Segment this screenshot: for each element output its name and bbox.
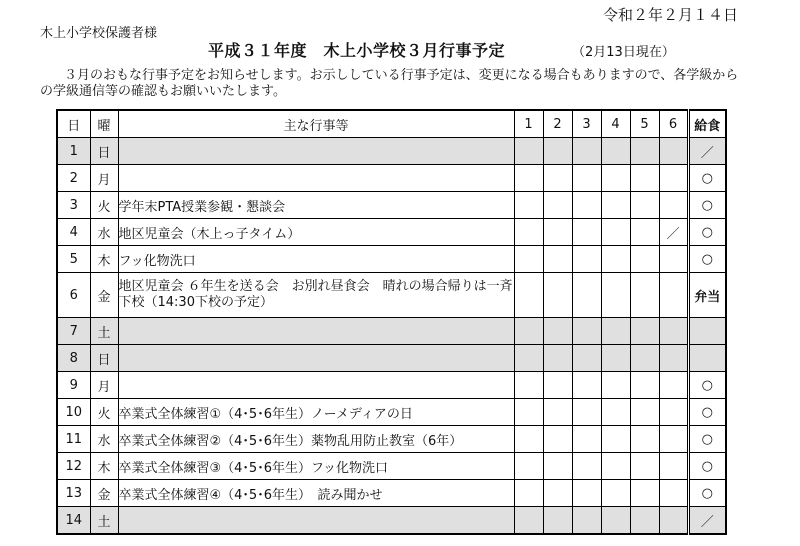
as-of-date: （2月13日現在） bbox=[572, 45, 675, 60]
day-cell: 2 bbox=[57, 165, 90, 192]
table-row bbox=[57, 426, 726, 453]
weekday-cell: 土 bbox=[90, 507, 118, 535]
col-header-grade-4: 4 bbox=[601, 110, 630, 138]
grade-3-cell bbox=[572, 399, 601, 426]
table-row bbox=[57, 219, 726, 246]
event-cell: 卒業式全体練習③（4･5･6年生）フッ化物洗口 bbox=[118, 453, 514, 480]
document-title: 平成３１年度 木上小学校３月行事予定 bbox=[208, 41, 506, 60]
grade-6-cell bbox=[659, 345, 688, 372]
grade-6-cell bbox=[659, 372, 688, 399]
event-cell: 地区児童会（木上っ子タイム） bbox=[118, 219, 514, 246]
lunch-cell: ○ bbox=[688, 453, 726, 480]
weekday-cell: 木 bbox=[90, 246, 118, 273]
grade-4-cell bbox=[601, 246, 630, 273]
lunch-cell bbox=[688, 318, 726, 345]
grade-2-cell bbox=[543, 219, 572, 246]
grade-3-cell bbox=[572, 138, 601, 165]
grade-4-cell bbox=[601, 453, 630, 480]
grade-6-cell bbox=[659, 426, 688, 453]
grade-5-cell bbox=[630, 453, 659, 480]
day-cell: 5 bbox=[57, 246, 90, 273]
grade-3-cell bbox=[572, 426, 601, 453]
day-cell: 10 bbox=[57, 399, 90, 426]
grade-5-cell bbox=[630, 399, 659, 426]
day-cell: 8 bbox=[57, 345, 90, 372]
grade-2-cell bbox=[543, 453, 572, 480]
col-header-grade-2: 2 bbox=[543, 110, 572, 138]
weekday-cell: 金 bbox=[90, 480, 118, 507]
day-cell: 4 bbox=[57, 219, 90, 246]
schedule-table bbox=[56, 109, 727, 535]
weekday-cell: 月 bbox=[90, 372, 118, 399]
grade-1-cell bbox=[514, 426, 543, 453]
lunch-cell: ○ bbox=[688, 399, 726, 426]
grade-4-cell bbox=[601, 192, 630, 219]
grade-1-cell bbox=[514, 318, 543, 345]
col-header-events: 主な行事等 bbox=[118, 110, 514, 138]
day-cell: 6 bbox=[57, 273, 90, 318]
day-cell: 3 bbox=[57, 192, 90, 219]
event-cell bbox=[118, 507, 514, 535]
event-cell: 地区児童会 ６年生を送る会 お別れ昼食会 晴れの場合帰りは一斉下校（14:30下校の予定） bbox=[118, 273, 514, 318]
recipient-line: 木上小学校保護者様 bbox=[40, 26, 158, 41]
grade-2-cell bbox=[543, 345, 572, 372]
lunch-cell: ○ bbox=[688, 165, 726, 192]
lunch-cell: ○ bbox=[688, 372, 726, 399]
grade-1-cell bbox=[514, 480, 543, 507]
grade-3-cell bbox=[572, 372, 601, 399]
weekday-cell: 月 bbox=[90, 165, 118, 192]
table-row bbox=[57, 453, 726, 480]
table-row bbox=[57, 192, 726, 219]
col-header-grade-5: 5 bbox=[630, 110, 659, 138]
notice-line-1: ３月のおもな行事予定をお知らせします。お示ししている行事予定は、変更になる場合もありますので、各学級から bbox=[64, 68, 739, 83]
table-row bbox=[57, 399, 726, 426]
table-row bbox=[57, 246, 726, 273]
col-header-grade-3: 3 bbox=[572, 110, 601, 138]
col-header-grade-6: 6 bbox=[659, 110, 688, 138]
event-cell bbox=[118, 165, 514, 192]
weekday-cell: 金 bbox=[90, 273, 118, 318]
notice-line-2: の学級通信等の確認もお願いいたします。 bbox=[40, 84, 286, 99]
grade-2-cell bbox=[543, 507, 572, 535]
grade-2-cell bbox=[543, 399, 572, 426]
lunch-cell: ○ bbox=[688, 246, 726, 273]
col-header-grade-1: 1 bbox=[514, 110, 543, 138]
table-row bbox=[57, 345, 726, 372]
grade-4-cell bbox=[601, 165, 630, 192]
grade-4-cell bbox=[601, 399, 630, 426]
grade-5-cell bbox=[630, 219, 659, 246]
grade-1-cell bbox=[514, 138, 543, 165]
lunch-cell: ○ bbox=[688, 480, 726, 507]
grade-1-cell bbox=[514, 507, 543, 535]
event-cell: 卒業式全体練習④（4･5･6年生） 読み聞かせ bbox=[118, 480, 514, 507]
grade-3-cell bbox=[572, 165, 601, 192]
grade-6-cell bbox=[659, 507, 688, 535]
table-row bbox=[57, 318, 726, 345]
lunch-cell: ○ bbox=[688, 426, 726, 453]
grade-4-cell bbox=[601, 273, 630, 318]
day-cell: 7 bbox=[57, 318, 90, 345]
grade-1-cell bbox=[514, 399, 543, 426]
table-row bbox=[57, 507, 726, 535]
lunch-cell: ○ bbox=[688, 192, 726, 219]
table-row bbox=[57, 480, 726, 507]
grade-3-cell bbox=[572, 219, 601, 246]
notice-paragraph bbox=[40, 68, 785, 100]
grade-4-cell bbox=[601, 507, 630, 535]
grade-3-cell bbox=[572, 246, 601, 273]
lunch-cell: 弁当 bbox=[688, 273, 726, 318]
weekday-cell: 日 bbox=[90, 345, 118, 372]
grade-6-cell bbox=[659, 273, 688, 318]
lunch-cell: ／ bbox=[688, 138, 726, 165]
col-header-weekday: 曜 bbox=[90, 110, 118, 138]
grade-3-cell bbox=[572, 345, 601, 372]
grade-6-cell: ／ bbox=[659, 219, 688, 246]
grade-4-cell bbox=[601, 345, 630, 372]
grade-3-cell bbox=[572, 480, 601, 507]
grade-6-cell bbox=[659, 453, 688, 480]
table-header-row bbox=[57, 110, 726, 138]
grade-1-cell bbox=[514, 345, 543, 372]
event-cell: 学年末PTA授業参観・懇談会 bbox=[118, 192, 514, 219]
grade-4-cell bbox=[601, 372, 630, 399]
grade-6-cell bbox=[659, 399, 688, 426]
day-cell: 14 bbox=[57, 507, 90, 535]
day-cell: 11 bbox=[57, 426, 90, 453]
day-cell: 13 bbox=[57, 480, 90, 507]
grade-2-cell bbox=[543, 318, 572, 345]
grade-4-cell bbox=[601, 318, 630, 345]
grade-1-cell bbox=[514, 453, 543, 480]
grade-1-cell bbox=[514, 372, 543, 399]
col-header-day: 日 bbox=[57, 110, 90, 138]
lunch-cell: ／ bbox=[688, 507, 726, 535]
grade-4-cell bbox=[601, 426, 630, 453]
grade-2-cell bbox=[543, 246, 572, 273]
grade-2-cell bbox=[543, 273, 572, 318]
weekday-cell: 木 bbox=[90, 453, 118, 480]
grade-5-cell bbox=[630, 246, 659, 273]
table-row bbox=[57, 372, 726, 399]
grade-6-cell bbox=[659, 246, 688, 273]
grade-4-cell bbox=[601, 219, 630, 246]
event-cell: 卒業式全体練習①（4･5･6年生）ノーメディアの日 bbox=[118, 399, 514, 426]
grade-5-cell bbox=[630, 192, 659, 219]
event-cell bbox=[118, 345, 514, 372]
lunch-cell bbox=[688, 345, 726, 372]
grade-1-cell bbox=[514, 165, 543, 192]
weekday-cell: 日 bbox=[90, 138, 118, 165]
grade-5-cell bbox=[630, 345, 659, 372]
grade-2-cell bbox=[543, 165, 572, 192]
grade-5-cell bbox=[630, 165, 659, 192]
grade-1-cell bbox=[514, 246, 543, 273]
grade-1-cell bbox=[514, 219, 543, 246]
grade-5-cell bbox=[630, 138, 659, 165]
grade-3-cell bbox=[572, 273, 601, 318]
grade-5-cell bbox=[630, 426, 659, 453]
event-cell bbox=[118, 138, 514, 165]
weekday-cell: 火 bbox=[90, 192, 118, 219]
grade-4-cell bbox=[601, 138, 630, 165]
grade-5-cell bbox=[630, 273, 659, 318]
day-cell: 1 bbox=[57, 138, 90, 165]
lunch-cell: ○ bbox=[688, 219, 726, 246]
grade-6-cell bbox=[659, 318, 688, 345]
grade-5-cell bbox=[630, 507, 659, 535]
grade-6-cell bbox=[659, 165, 688, 192]
grade-3-cell bbox=[572, 192, 601, 219]
grade-5-cell bbox=[630, 480, 659, 507]
day-cell: 9 bbox=[57, 372, 90, 399]
grade-3-cell bbox=[572, 453, 601, 480]
document-date: 令和２年２月１４日 bbox=[602, 6, 738, 24]
grade-6-cell bbox=[659, 138, 688, 165]
event-cell: フッ化物洗口 bbox=[118, 246, 514, 273]
grade-2-cell bbox=[543, 138, 572, 165]
weekday-cell: 土 bbox=[90, 318, 118, 345]
grade-4-cell bbox=[601, 480, 630, 507]
weekday-cell: 水 bbox=[90, 426, 118, 453]
day-cell: 12 bbox=[57, 453, 90, 480]
grade-2-cell bbox=[543, 372, 572, 399]
grade-3-cell bbox=[572, 318, 601, 345]
weekday-cell: 火 bbox=[90, 399, 118, 426]
table-row bbox=[57, 138, 726, 165]
grade-5-cell bbox=[630, 372, 659, 399]
grade-3-cell bbox=[572, 507, 601, 535]
event-cell bbox=[118, 372, 514, 399]
grade-5-cell bbox=[630, 318, 659, 345]
grade-2-cell bbox=[543, 426, 572, 453]
grade-1-cell bbox=[514, 273, 543, 318]
grade-2-cell bbox=[543, 192, 572, 219]
grade-2-cell bbox=[543, 480, 572, 507]
grade-6-cell bbox=[659, 192, 688, 219]
table-row bbox=[57, 165, 726, 192]
grade-6-cell bbox=[659, 480, 688, 507]
table-row bbox=[57, 273, 726, 318]
event-cell bbox=[118, 318, 514, 345]
weekday-cell: 水 bbox=[90, 219, 118, 246]
col-header-lunch: 給食 bbox=[688, 110, 726, 138]
event-cell: 卒業式全体練習②（4･5･6年生）薬物乱用防止教室（6年） bbox=[118, 426, 514, 453]
grade-1-cell bbox=[514, 192, 543, 219]
